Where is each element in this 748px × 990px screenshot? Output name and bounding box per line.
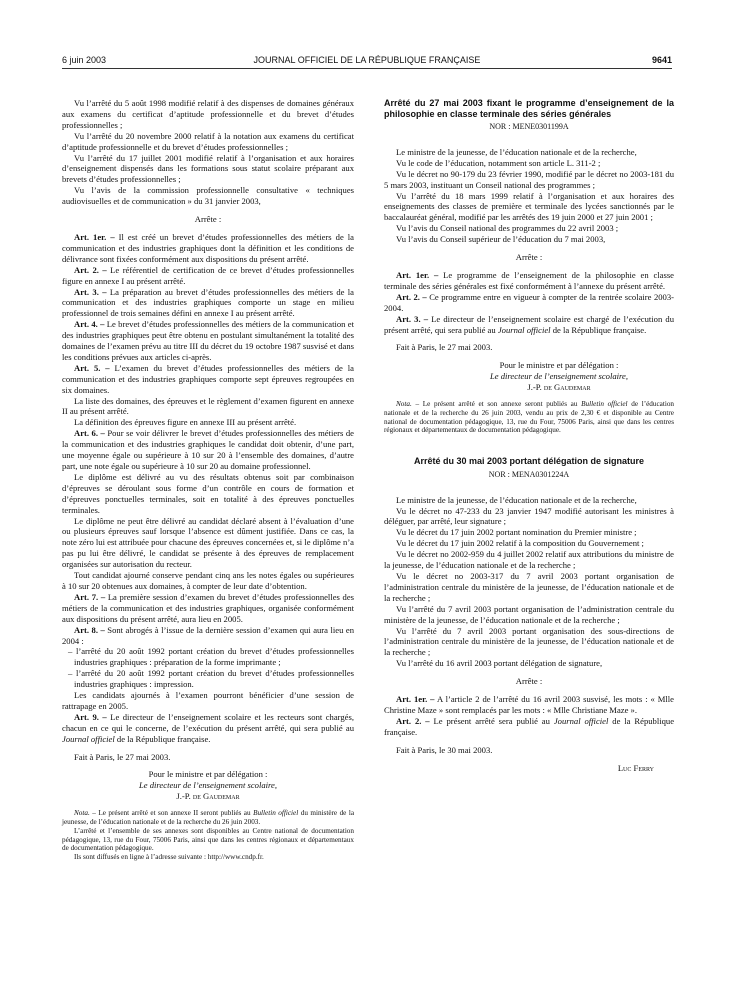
visa-paragraph: Vu le décret no 90-179 du 23 février 1990, modifié par le décret no 2003-181 du 5 mars 2003, instituant un Conseil national des programmes ; (384, 168, 674, 190)
decree-title: Arrêté du 30 mai 2003 portant délégation de signature (413, 456, 645, 467)
visa-paragraph: Vu l’avis du Conseil supérieur de l’éducation du 7 mai 2003, (396, 234, 606, 245)
visa-paragraph: Vu l’arrêté du 20 novembre 2000 relatif à la notation aux examens du certificat d’aptitude professionnelle et du brevet d’études professionnelles ; (62, 130, 354, 152)
article-text: Il est créé un brevet d’études professionnelles des métiers de la communication et des industries graphiques dont la définition et les conditions de délivrance sont fixées conformément aux dispositions du présent arrêté. (62, 231, 354, 264)
bulletin-ref: Bulletin officiel (253, 809, 299, 818)
article-4 (62, 319, 354, 363)
article-8 (62, 625, 354, 647)
article-text: Le brevet d’études professionnelles des métiers de la communication et des industries graphiques peut être obtenu en postulant simultanément la totalité des domaines de l’examen prévu au titre III du décret du 19 octobre 1987 susvisé et dans les conditions prévues aux articles ci-après. (62, 319, 354, 362)
page-header (62, 53, 672, 67)
article-3 (384, 314, 674, 336)
article-3 (62, 287, 354, 320)
article-label: Art. 7. – (74, 591, 106, 602)
article-text: Le présent arrêté sera publié au (433, 715, 550, 726)
article-label: Art. 1er. – (396, 694, 435, 705)
nor-reference: NOR : MENE0301199A (489, 122, 569, 131)
nota-text: Le présent arrêté et son annexe II seront publiés au (98, 809, 251, 818)
article-7 (62, 592, 354, 625)
visa-paragraph: Vu l’avis du Conseil national des programmes du 22 avril 2003 ; (396, 223, 619, 234)
visa-paragraph: Vu l’avis de la commission professionnelle consultative « techniques audiovisuelles et de communication » du 31 janvier 2003, (62, 185, 354, 207)
journal-officiel-ref: Journal officiel (497, 324, 551, 335)
page-number: 9641 (651, 55, 672, 65)
article-1 (62, 232, 354, 265)
article-5 (62, 363, 354, 396)
list-item: – l’arrêté du 20 août 1992 portant création du brevet d’études professionnelles industries graphiques : impression. (68, 668, 354, 690)
article-label: Art. 1er. – (396, 269, 439, 280)
article-text: Le directeur de l’enseignement scolaire et les recteurs sont chargés, chacun en ce qui le concerne, de l’exécution du présent arrêté, qui sera publié au (62, 711, 354, 733)
article-2 (384, 292, 674, 314)
arrete-heading: Arrête : (515, 252, 543, 263)
visa-paragraph: Vu le décret no 2002-959 du 4 juillet 2002 relatif aux attributions du ministre de la jeunesse, de l’éducation nationale et de la recherche ; (384, 549, 674, 571)
article-label: Art. 4. – (74, 319, 105, 330)
header-rule (62, 68, 672, 69)
article-9 (62, 712, 354, 745)
visa-paragraph: Vu l’arrêté du 16 avril 2003 portant délégation de signature, (396, 658, 603, 669)
visa-paragraph: Vu le décret du 17 juin 2002 relatif à la composition du Gouvernement ; (396, 538, 644, 549)
article-label: Art. 1er. – (74, 231, 115, 242)
article-paragraph: La définition des épreuves figure en annexe III au présent arrêté. (74, 417, 297, 428)
visa-paragraph: Vu le décret du 17 juin 2002 portant nomination du Premier ministre ; (396, 527, 637, 538)
arrete-heading: Arrête : (194, 214, 222, 225)
visa-paragraph: Vu le code de l’éducation, notamment son article L. 311-2 ; (396, 157, 601, 168)
journal-officiel-ref: Journal officiel (62, 733, 115, 744)
nota-text: de l’éducation nationale et de la recherche du 26 juin 2003, vendu au prix de 2,30 € et disponible au Centre national de documentation pédagogique, 13, rue du Four, 75006 Paris, ainsi que dans les centres régionaux et départementaux de documentation pédagogique. (384, 400, 675, 435)
article-text: Pour se voir délivrer le brevet d’études professionnelles des métiers de la communication et des industries graphiques le candidat doit obtenir, d’une part, une moyenne égale ou supérieure à 10 sur 20 à l’ensemble des domaines, d’autre part, une note égale ou supérieure à 10 sur 20 au domaine professionnel. (62, 428, 354, 471)
article-label: Art. 2. – (74, 264, 107, 275)
decree-title: Arrêté du 27 mai 2003 fixant le programme d’enseignement de la philosophie en classe terminale des séries générales (384, 98, 674, 119)
article-text: La première session d’examen du brevet d’études professionnelles des métiers de la communication et des industries graphiques, organisée conformément aux dispositions du présent arrêté, aura lieu en 2005. (62, 591, 354, 624)
signatory-name: J.-P. de Gaudemar (176, 791, 240, 802)
signature-line: Pour le ministre et par délégation : (148, 769, 268, 780)
article-text: A l’article 2 de l’arrêté du 16 avril 2003 susvisé, les mots : « Mlle Christine Maze » sont remplacés par les mots : « Mlle Christiane Maze ». (384, 694, 674, 715)
article-text: Ce programme entre en vigueur à compter de la rentrée scolaire 2003-2004. (384, 291, 674, 313)
signatory-name: J.-P. de Gaudemar (527, 382, 591, 393)
signature-line: Pour le ministre et par délégation : (499, 360, 619, 371)
bulletin-ref: Bulletin officiel (581, 400, 628, 409)
visa-paragraph: Vu le décret no 2003-317 du 7 avril 2003 portant organisation de l’administration centrale du ministère de la jeunesse, de l’éducation nationale et de la recherche ; (384, 570, 674, 603)
article-label: Art. 5. – (74, 362, 110, 373)
article-text: L’examen du brevet d’études professionnelles des métiers de la communication et des industries graphiques comporte sept épreuves regroupées en six domaines. (62, 362, 354, 395)
article-text: La préparation au brevet d’études professionnelles des métiers de la communication et des industries graphiques comporte un stage en milieu professionnel de trois semaines défini en annexe I au présent arrêté. (62, 286, 354, 319)
list-item: – l’arrêté du 20 août 1992 portant création du brevet d’études professionnelles industries graphiques : préparation de la forme imprimante ; (68, 646, 354, 668)
article-2 (62, 265, 354, 287)
article-label: Art. 6. – (74, 428, 105, 439)
nota-text: L’arrêté et l’ensemble de ses annexes sont disponibles au Centre national de documentation pédagogique, 13, rue du Four, 75006 Paris, ainsi que dans les centres régionaux et départementaux de documentation pédagogique. (62, 826, 354, 853)
right-column (384, 98, 674, 773)
signature-title: Le directeur de l’enseignement scolaire, (489, 371, 629, 382)
article-1 (384, 270, 674, 292)
article-text: Le directeur de l’enseignement scolaire est chargé de l’exécution du présent arrêté, qui sera publié au (384, 313, 674, 335)
article-label: Art. 2. – (396, 715, 430, 726)
signature-date: Fait à Paris, le 27 mai 2003. (74, 751, 171, 762)
article-paragraph: Les candidats ajournés à l’examen pourront bénéficier d’une session de rattrapage en 2005. (62, 690, 354, 711)
visa-paragraph: Vu le décret no 47-233 du 23 janvier 1947 modifié autorisant les ministres à déléguer, par arrêté, leur signature ; (384, 505, 674, 527)
article-text: de la République française. (552, 324, 647, 335)
article-text: de la République française. (116, 733, 211, 744)
article-label: Art. 8. – (74, 624, 105, 635)
journal-title: JOURNAL OFFICIEL DE LA RÉPUBLIQUE FRANÇAISE (253, 55, 481, 65)
article-paragraph: Le diplôme est délivré au vu des résultats obtenus soit par combinaison d’épreuves se déroulant sous forme d’un contrôle en cours de formation et d’épreuves ponctuelles terminales, soit en totalité à des épreuves ponctuelles terminales. (62, 471, 354, 515)
nota-label: Nota. – (74, 809, 96, 818)
visa-paragraph: Vu l’arrêté du 5 août 1998 modifié relatif à des dispenses de domaines généraux aux examens du certificat d’aptitude professionnelle et du brevet d’études professionnelles ; (62, 98, 354, 130)
visa-paragraph: Vu l’arrêté du 7 avril 2003 portant organisation des sous-directions de l’administration centrale du ministère de la jeunesse, de l’éducation nationale et de la recherche ; (384, 625, 674, 658)
visa-paragraph: Vu l’arrêté du 17 juillet 2001 modifié relatif à l’organisation et aux horaires d’enseignement dispensés dans les formations sous statut scolaire préparant aux brevets d’études professionnelles ; (62, 152, 354, 185)
article-paragraph: Le diplôme ne peut être délivré au candidat déclaré absent à l’évaluation d’une ou plusieurs épreuves sauf lorsque l’absence est dûment justifiée. Dans ce cas, la note zéro lui est attribuée pour chacune des épreuves concernées et, si le diplôme n’a pas pu lui être délivré, le candidat se présente à des épreuves de remplacement organisées sur autorisation du recteur. (62, 515, 354, 570)
article-text: de la République française. (384, 715, 675, 737)
arrete-heading: Arrête : (515, 676, 543, 687)
article-2 (384, 716, 674, 738)
visa-paragraph: Le ministre de la jeunesse, de l’éducation nationale et de la recherche, (396, 494, 637, 505)
article-label: Art. 3. – (396, 313, 429, 324)
nota-text: Le présent arrêté et son annexe seront publiés au (422, 400, 578, 409)
signature-title: Le directeur de l’enseignement scolaire, (138, 780, 278, 791)
article-1 (384, 694, 674, 716)
article-text: Sont abrogés à l’issue de la dernière session d’examen qui aura lieu en 2004 : (62, 624, 354, 646)
nota-block (384, 400, 674, 435)
visa-paragraph: Le ministre de la jeunesse, de l’éducation nationale et de la recherche, (396, 146, 637, 157)
visa-paragraph: Vu l’arrêté du 18 mars 1999 relatif à l’organisation et aux horaires des enseignements des classes de première et terminale des lycées sanctionnés par le baccalauréat général, modifié par les arrêtés des 19 juin 2000 et 27 juin 2001 ; (384, 190, 674, 223)
signatory-name: Luc Ferry (617, 762, 654, 773)
article-6 (62, 428, 354, 472)
signature-date: Fait à Paris, le 27 mai 2003. (396, 342, 493, 353)
article-text: Le référentiel de certification de ce brevet d’études professionnelles figure en annexe I au présent arrêté. (62, 264, 354, 286)
nor-reference: NOR : MENA0301224A (488, 469, 570, 479)
nota-text: du ministère de la jeunesse, de l’éducation nationale et de la recherche du 26 juin 2003. (62, 809, 355, 826)
article-label: Art. 9. – (74, 711, 107, 722)
nota-block (62, 809, 354, 862)
article-label: Art. 3. – (74, 286, 107, 297)
article-text: Le programme de l’enseignement de la philosophie en classe terminale des séries générales est fixé conformément à l’annexe du présent arrêté. (384, 269, 674, 291)
header-date: 6 juin 2003 (62, 55, 107, 65)
article-paragraph: Tout candidat ajourné conserve pendant cinq ans les notes égales ou supérieures à 10 sur 20 obtenues aux domaines, à compter de leur date d’obtention. (62, 570, 354, 591)
left-column (62, 98, 354, 862)
article-label: Art. 2. – (396, 291, 427, 302)
visa-paragraph: Vu l’arrêté du 7 avril 2003 portant organisation de l’administration centrale du ministère de la jeunesse, de l’éducation nationale et de la recherche ; (384, 603, 674, 625)
nota-text: Ils sont diffusés en ligne à l’adresse suivante : http://www.cndp.fr. (74, 853, 264, 862)
article-paragraph: La liste des domaines, des épreuves et le règlement d’examen figurent en annexe II au présent arrêté. (62, 395, 354, 417)
signature-date: Fait à Paris, le 30 mai 2003. (396, 744, 493, 755)
nota-label: Nota. – (396, 400, 420, 409)
journal-officiel-ref: Journal officiel (553, 715, 609, 726)
